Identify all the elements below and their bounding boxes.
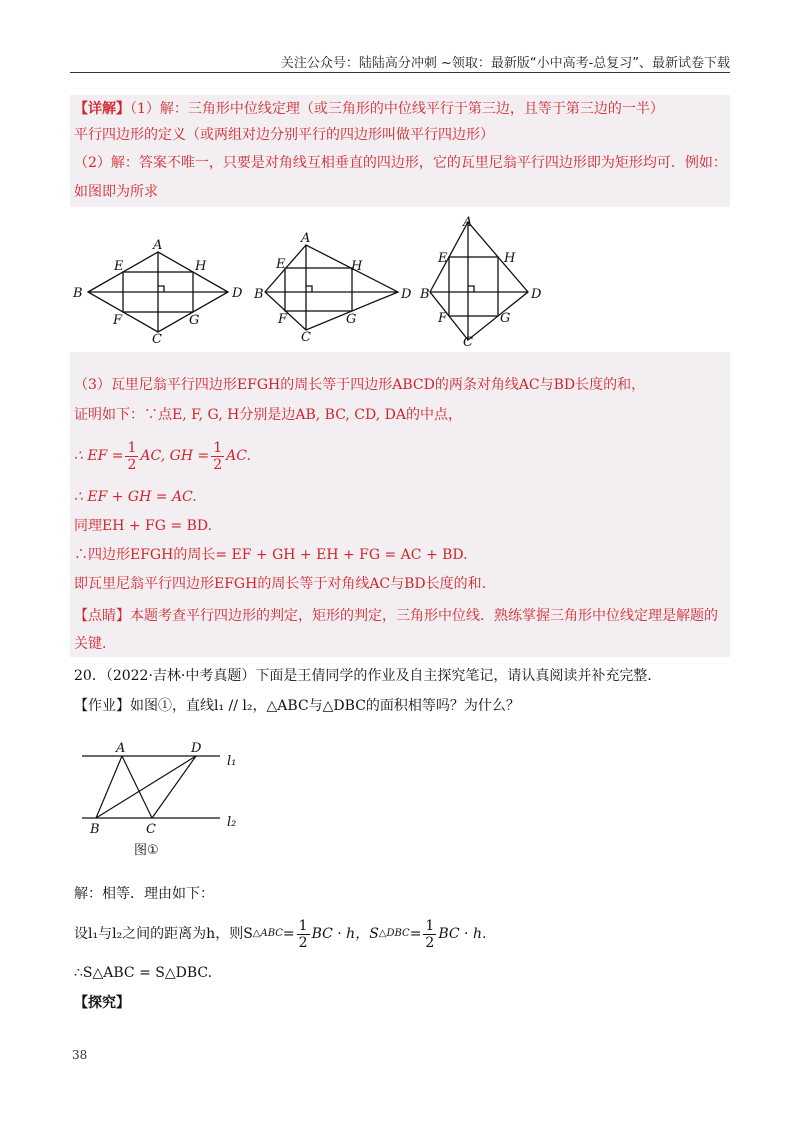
fraction-half-3: [297, 918, 310, 951]
fig1b-label-b: B: [90, 822, 100, 837]
frac-den-3: 2: [298, 934, 308, 951]
fig1-label-f: F: [113, 313, 123, 328]
step1-suffix: AC.: [226, 448, 251, 464]
page-number: 38: [72, 1048, 88, 1062]
fig1b-label-d: D: [191, 741, 202, 756]
fig3-label-b: B: [420, 287, 430, 302]
proof-step1: [74, 438, 251, 474]
fig1b-label-a: A: [116, 741, 126, 756]
step1-mid: AC, GH =: [140, 448, 210, 464]
fig2-label-f: F: [278, 312, 288, 327]
fraction-half-4: [423, 918, 436, 951]
fraction-half-1: [125, 440, 138, 473]
comment: 【点睛】本题考查平行四边形的判定，矩形的判定，三角形中位线．熟练掌握三角形中位线定理是解题的: [74, 608, 718, 624]
fig3-label-a: A: [463, 215, 473, 230]
solution-part3: （3）瓦里尼翁平行四边形EFGH的周长等于四边形ABCD的两条对角线AC与BD长度的和，: [74, 377, 646, 393]
solution-part2: （2）解：答案不唯一，只要是对角线互相垂直的四边形，它的瓦里尼翁平行四边形即为矩形均可．例如：: [74, 155, 727, 171]
fig2-label-h: H: [351, 259, 363, 274]
frac-den-1: 2: [127, 456, 137, 473]
header-divider: [70, 72, 730, 73]
explore-heading: 【探究】: [74, 995, 130, 1011]
frac-num-3: 1: [298, 917, 308, 934]
answer-line1: 解：相等．理由如下：: [74, 886, 214, 902]
solution-part1b: 平行四边形的定义（或两组对边分别平行的四边形叫做平行四边形）: [74, 127, 494, 143]
fig3-label-g: G: [500, 311, 511, 326]
fig2-label-d: D: [401, 287, 412, 302]
answer2-mid: BC · h，S: [311, 926, 379, 942]
frac-num-4: 1: [425, 917, 435, 934]
fig3-label-c: C: [463, 335, 473, 349]
proof-step5: 即瓦里尼翁平行四边形EFGH的周长等于对角线AC与BD长度的和.: [74, 576, 487, 592]
frac-num-2: 1: [213, 439, 223, 456]
answer2-suffix: BC · h.: [438, 926, 487, 942]
fig3-label-h: H: [504, 251, 516, 266]
fig3-label-f: F: [438, 311, 448, 326]
fig1b-label-c: C: [146, 822, 156, 837]
answer2-prefix: 设l₁与l₂之间的距离为h，则S: [74, 926, 253, 942]
answer2-sub2: △DBC: [378, 928, 410, 939]
fig3-label-e: E: [438, 251, 448, 266]
fig3-label-d: D: [531, 287, 542, 302]
figure-caption: 图①: [134, 843, 159, 858]
answer-line2: 设l₁与l₂之间的距离为h，则S △ABC = $\frac{1}{2}$ BC · h，S △DBC = $\frac{1}{2}$ BC · h.: [74, 917, 487, 951]
fig2-label-e: E: [276, 257, 286, 272]
varignon-figures: [70, 212, 543, 349]
frac-den-2: 2: [213, 456, 223, 473]
line-l2-label: l₂: [227, 815, 237, 830]
solution-part1: [74, 99, 664, 119]
fig1-label-g: G: [189, 313, 200, 328]
solution-part1-text: （1）解：三角形中位线定理（或三角形的中位线平行于第三边，且等于第三边的一半）: [130, 101, 664, 117]
answer2-sub1: △ABC: [252, 928, 283, 939]
fig1-label-c: C: [152, 332, 162, 347]
fig2-label-a: A: [301, 231, 311, 246]
proof-intro: 证明如下：∵点E, F, G, H分别是边AB, BC, CD, DA的中点，: [74, 407, 462, 423]
fig2-label-c: C: [301, 330, 311, 345]
frac-den-4: 2: [425, 934, 435, 951]
solution-part2b: 如图即为所求: [74, 184, 158, 200]
answer-line3: ∴S△ABC = S△DBC.: [74, 965, 213, 981]
fig1-label-h: H: [195, 259, 207, 274]
fig1-label-b: B: [73, 286, 83, 301]
proof-step3: 同理EH + FG = BD.: [74, 518, 213, 534]
frac-num-1: 1: [127, 439, 137, 456]
proof-step2: ∴ EF + GH = AC.: [74, 489, 197, 505]
problem-20-title: 20．（2022·吉林·中考真题）下面是王倩同学的作业及自主探究笔记，请认真阅读并补充完整．: [74, 668, 662, 684]
fig1-label-e: E: [114, 259, 124, 274]
problem-20-homework: 【作业】如图①，直线l₁ // l₂，△ABC与△DBC的面积相等吗？为什么？: [74, 698, 520, 714]
page-header: 关注公众号：陆陆高分冲刺 ~领取：最新版“小中高考-总复习”、最新试卷下载: [280, 56, 730, 71]
proof-step4: ∴四边形EFGH的周长= EF + GH + EH + FG = AC + BD.: [74, 547, 468, 563]
fraction-half-2: [211, 440, 224, 473]
fig2-label-g: G: [346, 312, 357, 327]
line-l1-label: l₁: [227, 754, 237, 769]
fig1-label-d: D: [232, 286, 243, 301]
comment-cont: 关键.: [74, 636, 107, 652]
step1-prefix: ∴ EF =: [74, 448, 124, 464]
solution-tag: 【详解】: [74, 101, 130, 117]
figure-1-parallel-lines: [74, 740, 254, 860]
fig2-label-b: B: [254, 287, 264, 302]
fig1-label-a: A: [153, 238, 163, 253]
